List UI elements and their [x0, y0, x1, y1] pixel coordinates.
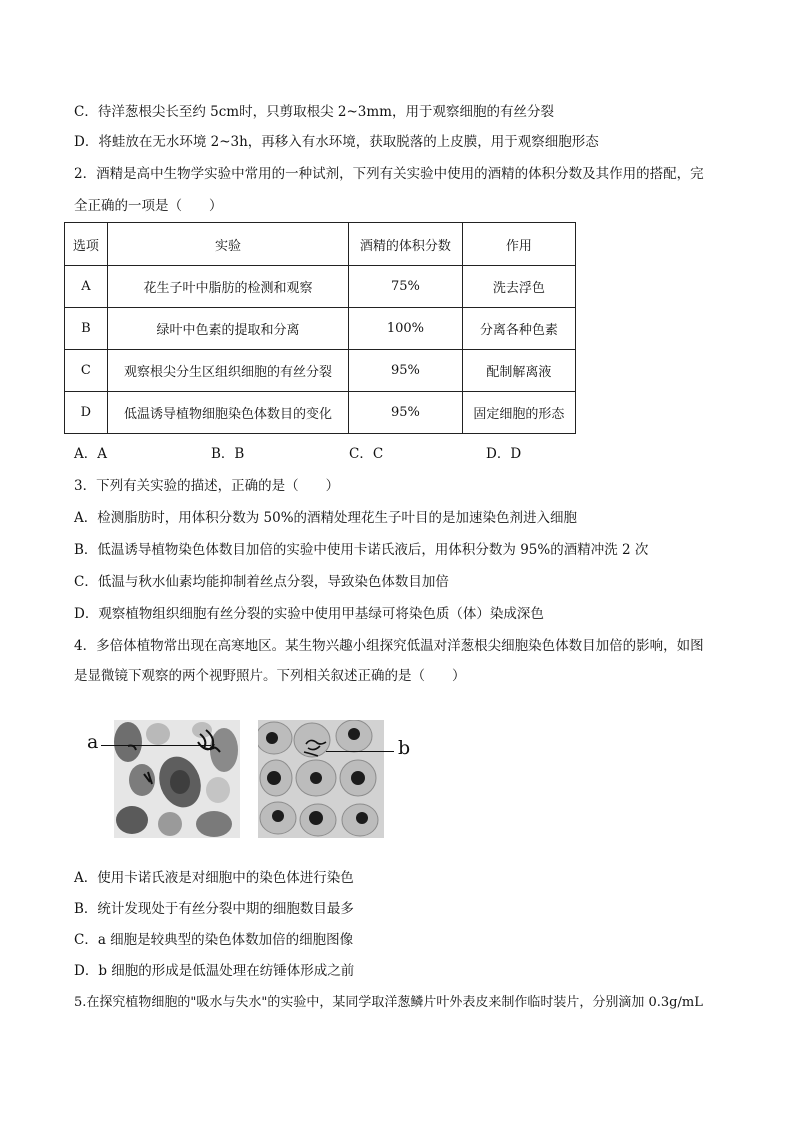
- q3-stem: 3．下列有关实验的描述，正确的是（ ）: [74, 478, 340, 494]
- table-cell: C: [65, 350, 108, 392]
- table-header-cell: 选项: [65, 223, 108, 266]
- q2-table: [64, 222, 576, 434]
- table-cell: 低温诱导植物细胞染色体数目的变化: [107, 392, 348, 434]
- q2-option-b: B．B: [211, 446, 245, 462]
- q4-option-a: A．使用卡诺氏液是对细胞中的染色体进行染色: [74, 870, 354, 886]
- table-row: [65, 266, 576, 308]
- q3-option-d: D．观察植物组织细胞有丝分裂的实验中使用甲基绿可将染色质（体）染成深色: [74, 606, 544, 622]
- table-row: [65, 392, 576, 434]
- table-cell: 75%: [349, 266, 462, 308]
- label-b: b: [398, 737, 411, 759]
- table-header-cell: 作用: [462, 223, 575, 266]
- table-cell: 绿叶中色素的提取和分离: [107, 308, 348, 350]
- table-cell: 95%: [349, 350, 462, 392]
- q3-option-b: B．低温诱导植物染色体数目加倍的实验中使用卡诺氏液后，用体积分数为 95%的酒精冲洗 2 次: [74, 542, 649, 558]
- table-header-cell: 酒精的体积分数: [349, 223, 462, 266]
- q1-option-c: C．待洋葱根尖长至约 5cm时，只剪取根尖 2~3mm，用于观察细胞的有丝分裂: [74, 104, 554, 120]
- table-cell: 100%: [349, 308, 462, 350]
- q4-option-d: D．b 细胞的形成是低温处理在纺锤体形成之前: [74, 963, 355, 979]
- q3-option-a: A．检测脂肪时，用体积分数为 50%的酒精处理花生子叶目的是加速染色剂进入细胞: [74, 510, 578, 526]
- leader-line-a: [101, 745, 211, 746]
- leader-line-b: [326, 751, 394, 752]
- table-cell: 固定细胞的形态: [462, 392, 575, 434]
- q2-option-a: A．A: [74, 446, 107, 462]
- table-row: [65, 350, 576, 392]
- label-a: a: [87, 731, 99, 753]
- table-header-row: [65, 223, 576, 266]
- micrograph-right: [258, 720, 384, 838]
- q4-stem-line2: 是显微镜下观察的两个视野照片。下列相关叙述正确的是（ ）: [74, 668, 466, 684]
- table-cell: 95%: [349, 392, 462, 434]
- table-cell: A: [65, 266, 108, 308]
- table-cell: 观察根尖分生区组织细胞的有丝分裂: [107, 350, 348, 392]
- q1-option-d: D．将蛙放在无水环境 2~3h，再移入有水环境，获取脱落的上皮膜，用于观察细胞形态: [74, 134, 599, 150]
- q5-stem-line1: 5.在探究植物细胞的"吸水与失水"的实验中，某同学取洋葱鳞片叶外表皮来制作临时装片，分别滴加 0.3g/mL: [74, 995, 703, 1010]
- q2-option-c: C．C: [349, 446, 384, 462]
- table-cell: D: [65, 392, 108, 434]
- table-cell: B: [65, 308, 108, 350]
- table-header-cell: 实验: [107, 223, 348, 266]
- q4-option-b: B．统计发现处于有丝分裂中期的细胞数目最多: [74, 901, 354, 917]
- q2-stem-line2: 全正确的一项是（ ）: [74, 198, 223, 214]
- q3-option-c: C．低温与秋水仙素均能抑制着丝点分裂，导致染色体数目加倍: [74, 574, 449, 590]
- table-cell: 花生子叶中脂肪的检测和观察: [107, 266, 348, 308]
- q4-stem-line1: 4．多倍体植物常出现在高寒地区。某生物兴趣小组探究低温对洋葱根尖细胞染色体数目加倍的影响，如图: [74, 638, 704, 654]
- micrograph-left: [114, 720, 240, 838]
- table-cell: 洗去浮色: [462, 266, 575, 308]
- q2-stem-line1: 2．酒精是高中生物学实验中常用的一种试剂，下列有关实验中使用的酒精的体积分数及其作用的搭配，完: [74, 166, 704, 182]
- q2-option-d: D．D: [486, 446, 522, 462]
- table-row: [65, 308, 576, 350]
- table-cell: 分离各种色素: [462, 308, 575, 350]
- q4-option-c: C．a 细胞是较典型的染色体数加倍的细胞图像: [74, 932, 354, 948]
- table-cell: 配制解离液: [462, 350, 575, 392]
